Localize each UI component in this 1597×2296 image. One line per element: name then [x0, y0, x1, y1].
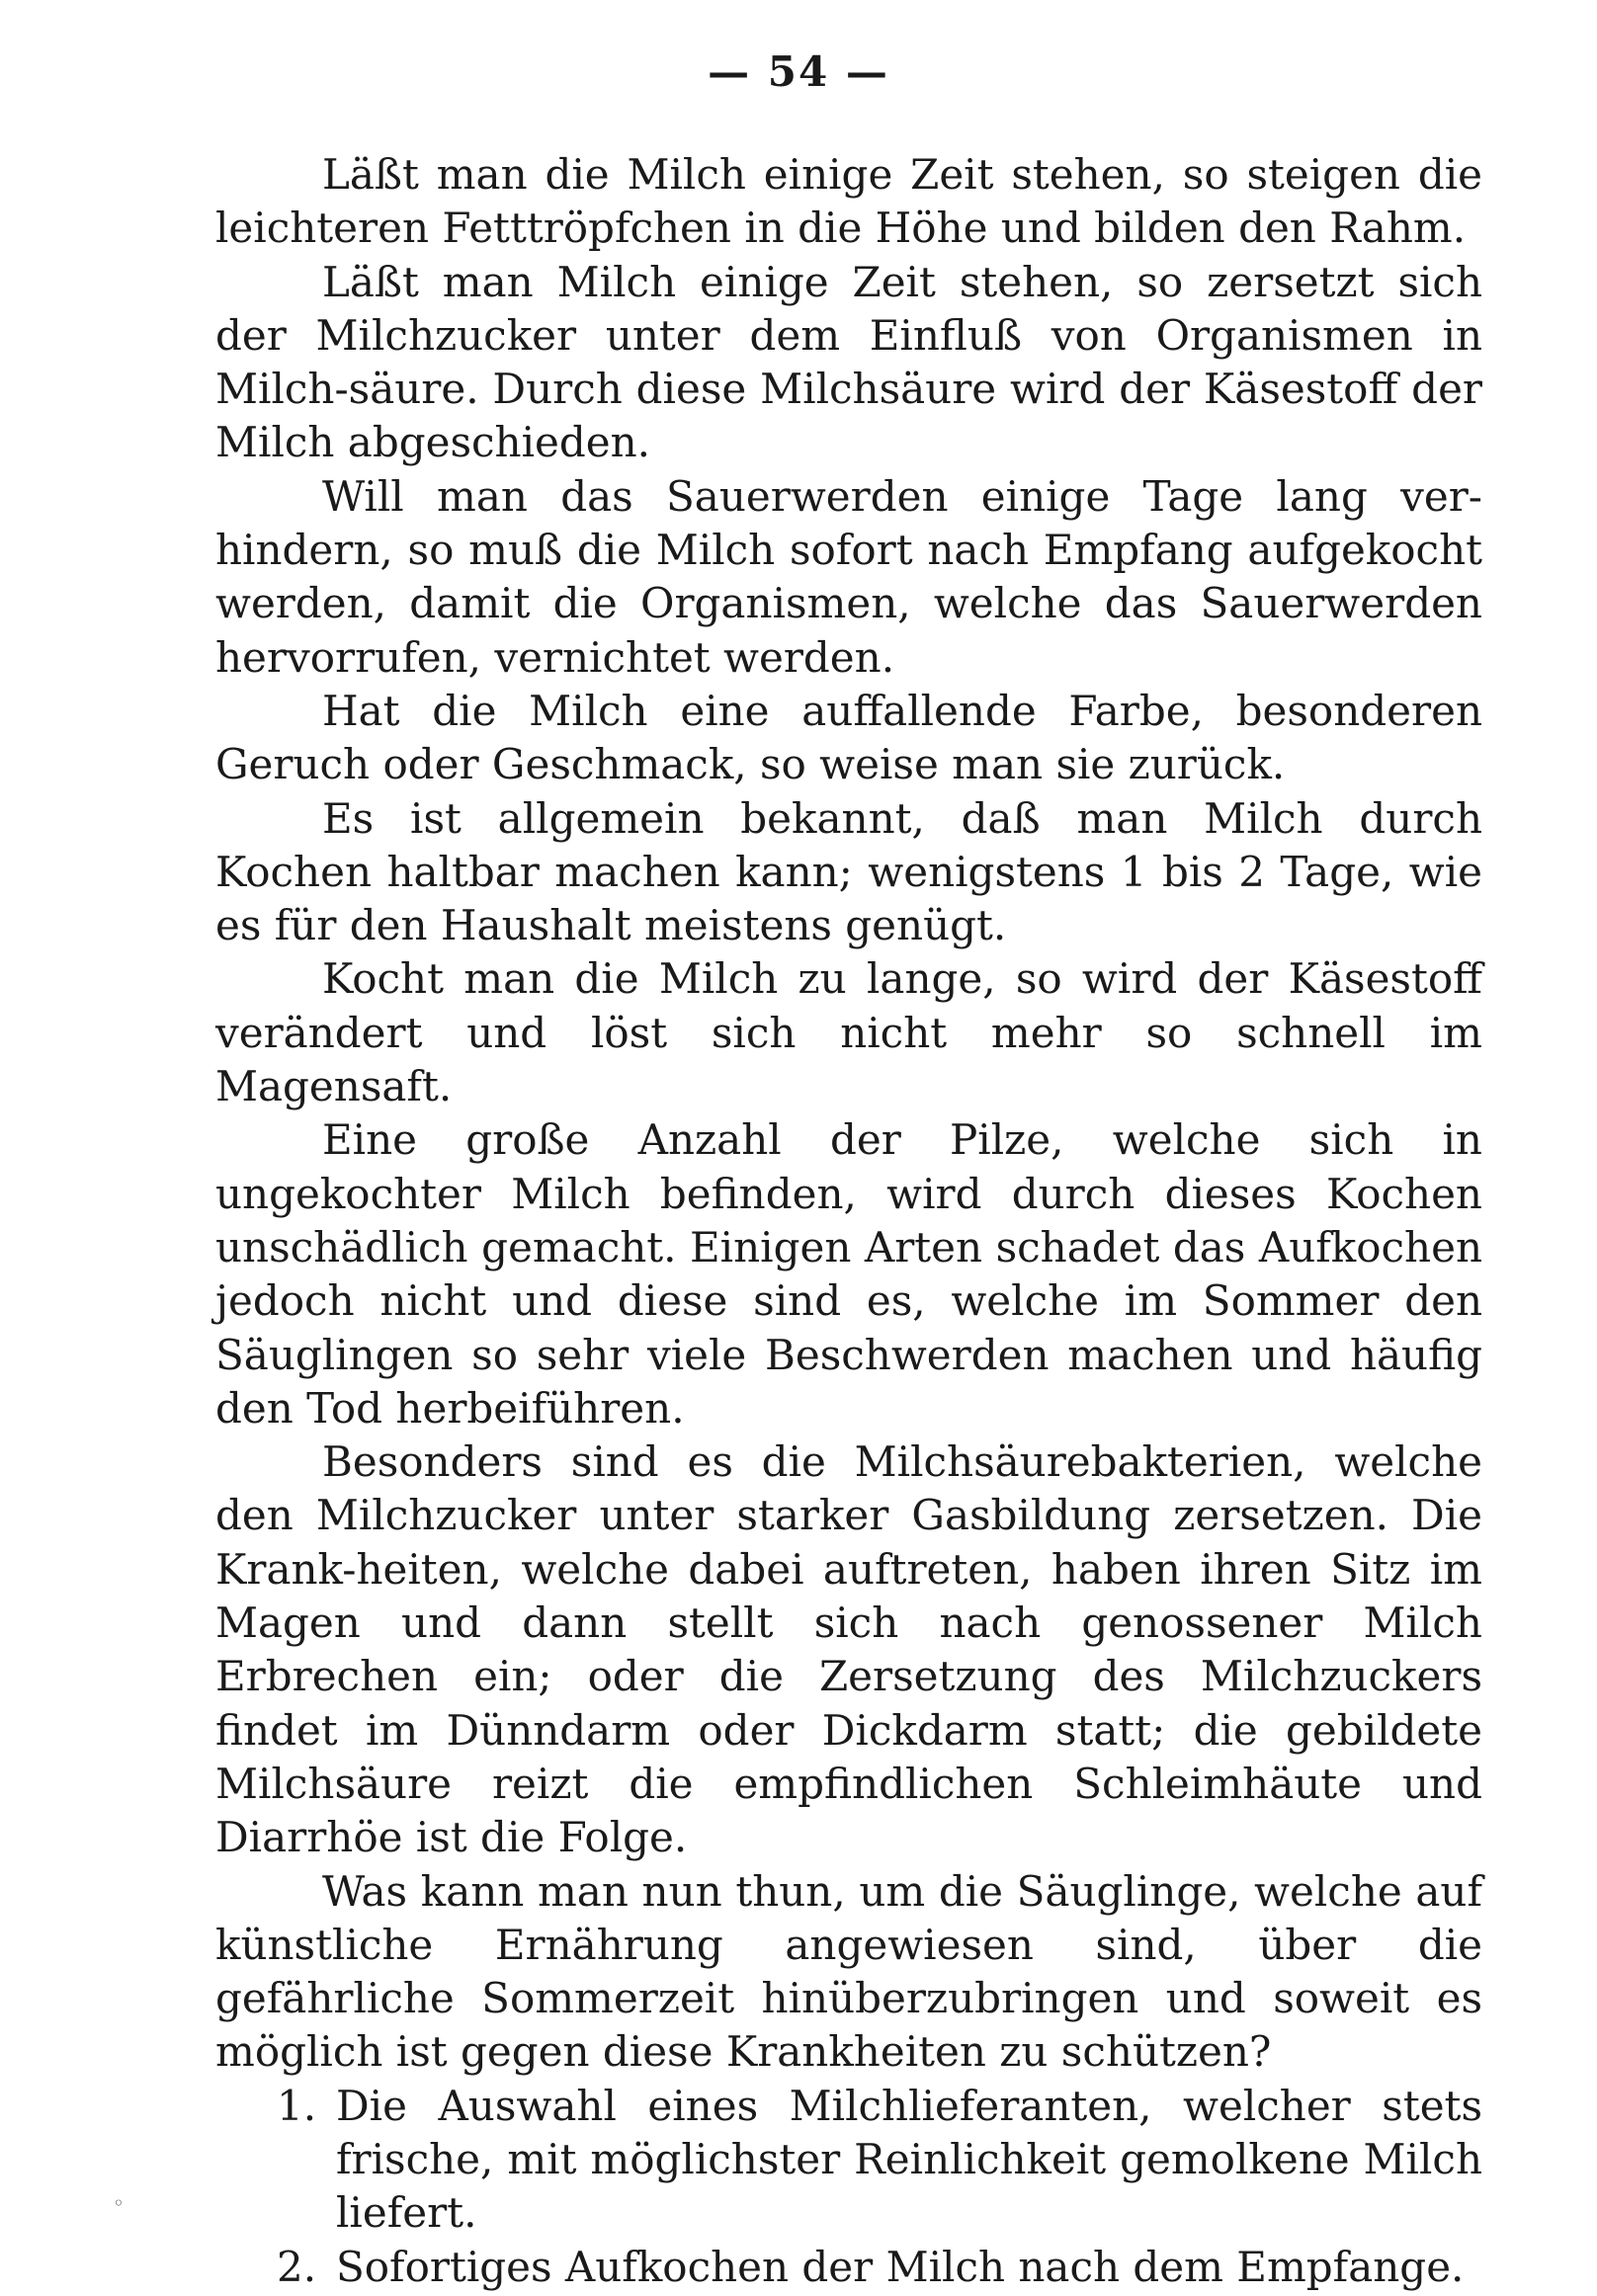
paragraph: Was kann man nun thun, um die Säuglinge, welche auf künstliche Ernährung angewiesen sind, über die gefährliche Sommerzeit hinüberzubringen und soweit es möglich ist gegen diese Krankheiten zu schützen? — [215, 1866, 1482, 2077]
page-number: — 54 — — [708, 47, 889, 96]
list-item — [215, 2241, 1482, 2294]
paragraph: Es ist allgemein bekannt, daß man Milch durch Kochen haltbar machen kann; wenigstens 1 bis 2 Tage, wie es für den Haushalt meistens genügt. — [215, 793, 1482, 950]
paragraph: Läßt man die Milch einige Zeit stehen, so steigen die leichteren Fetttröpfchen in die Höhe und bilden den Rahm. — [215, 150, 1482, 253]
list-item-number: 2. — [277, 2242, 317, 2291]
list-item-text: Die Auswahl eines Milchlieferanten, welcher stets frische, mit möglichster Reinlichkeit gemolkene Milch liefert. — [336, 2081, 1482, 2238]
paragraph: Will man das Sauerwerden einige Tage lang ver-hindern, so muß die Milch sofort nach Empfang aufgekocht werden, damit die Organismen, welche das Sauerwerden hervorrufen, vernichtet werden. — [215, 471, 1482, 682]
list-item — [215, 2080, 1482, 2241]
paragraph: Eine große Anzahl der Pilze, welche sich in ungekochter Milch befinden, wird durch dieses Kochen unschädlich gemacht. Einigen Arten schadet das Aufkochen jedoch nicht und diese sind es, welche im Sommer den Säuglingen so sehr viele Beschwerden machen und häufig den Tod herbeiführen. — [215, 1115, 1482, 1433]
list-item-number: 1. — [277, 2081, 317, 2130]
margin-speck-mark: ◦ — [113, 2191, 125, 2215]
page-body — [215, 148, 1482, 2294]
paragraph: Läßt man Milch einige Zeit stehen, so zersetzt sich der Milchzucker unter dem Einfluß von Organismen in Milch-säure. Durch diese Milchsäure wird der Käsestoff der Milch abgeschieden. — [215, 257, 1482, 467]
paragraph: Hat die Milch eine auffallende Farbe, besonderen Geruch oder Geschmack, so weise man sie zurück. — [215, 686, 1482, 789]
list-item-text: Sofortiges Aufkochen der Milch nach dem Empfange. — [336, 2242, 1465, 2291]
paragraph: Besonders sind es die Milchsäurebakterien, welche den Milchzucker unter starker Gasbildung zersetzen. Die Krank-heiten, welche dabei auftreten, haben ihren Sitz im Magen und dann stellt sich nach genossener Milch Erbrechen ein; oder die Zersetzung des Milchzuckers findet im Dünndarm oder Dickdarm statt; die gebildete Milchsäure reizt die empfindlichen Schleimhäute und Diarrhöe ist die Folge. — [215, 1437, 1482, 1862]
paragraph: Kocht man die Milch zu lange, so wird der Käsestoff verändert und löst sich nicht mehr so schnell im Magensaft. — [215, 954, 1482, 1111]
